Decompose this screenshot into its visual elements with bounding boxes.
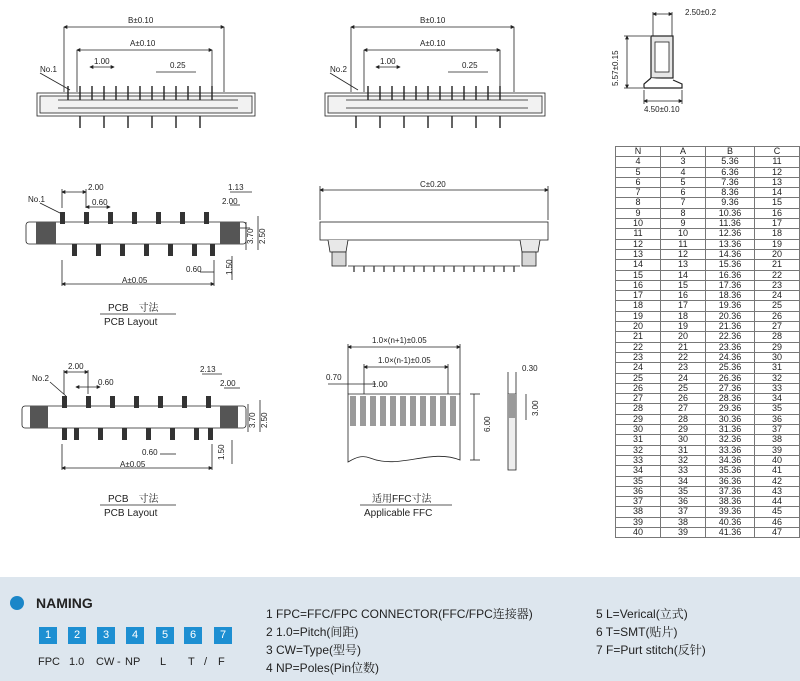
- table-cell: 31: [616, 435, 661, 445]
- table-cell: 29.36: [705, 404, 754, 414]
- table-cell: 41: [754, 466, 799, 476]
- desc-3: 3 CW=Type(型号): [266, 643, 362, 657]
- table-cell: 16: [754, 208, 799, 218]
- code-part-pitch: 1.0: [69, 656, 85, 668]
- table-cell: 7: [616, 188, 661, 198]
- table-cell: 16: [660, 291, 705, 301]
- table-row: [616, 455, 800, 465]
- table-row: [616, 229, 800, 239]
- table-cell: 4: [660, 167, 705, 177]
- code-box-5: 5: [156, 627, 174, 644]
- table-cell: 14: [616, 260, 661, 270]
- table-cell: 37: [754, 425, 799, 435]
- table-cell: 39.36: [705, 507, 754, 517]
- table-cell: 39: [754, 445, 799, 455]
- table-cell: 31: [660, 445, 705, 455]
- ffc-title-en: Applicable FFC: [364, 508, 433, 519]
- table-row: [616, 435, 800, 445]
- table-cell: 19: [660, 322, 705, 332]
- front-view-no2-pins-bottom: [356, 116, 500, 128]
- table-cell: 31.36: [705, 425, 754, 435]
- table-cell: 29: [660, 425, 705, 435]
- table-cell: 7.36: [705, 177, 754, 187]
- dim-ffc-n1: 1.0×(n+1)±0.05: [372, 336, 427, 345]
- dim-pad-200c: 2.00: [220, 379, 236, 388]
- table-cell: 27: [616, 394, 661, 404]
- front-view-no1-pins-bottom: [80, 116, 200, 128]
- table-row: [616, 198, 800, 208]
- label-no2-pcb: No.2: [32, 374, 49, 383]
- table-cell: 23: [754, 280, 799, 290]
- table-cell: 37.36: [705, 486, 754, 496]
- table-cell: 6.36: [705, 167, 754, 177]
- code-part-slash: /: [204, 656, 208, 668]
- table-cell: 17: [616, 291, 661, 301]
- table-row: [616, 507, 800, 517]
- dim-side-width: 4.50±0.10: [644, 105, 680, 114]
- table-cell: 20: [754, 249, 799, 259]
- side-view: [624, 12, 682, 104]
- table-cell: 8: [616, 198, 661, 208]
- table-header-cell: A: [660, 147, 705, 157]
- desc-6: 6 T=SMT(贴片): [596, 625, 678, 639]
- table-cell: 42: [754, 476, 799, 486]
- table-cell: 32.36: [705, 435, 754, 445]
- table-cell: 34: [660, 476, 705, 486]
- table-row: [616, 280, 800, 290]
- dim-height: 5.57±0.15: [611, 50, 620, 86]
- dim-pad-370: 3.70: [246, 228, 255, 244]
- table-cell: 15: [754, 198, 799, 208]
- label-no1: No.1: [40, 65, 57, 74]
- dim-pad-060-2: 0.60: [98, 378, 114, 387]
- desc-4: 4 NP=Poles(Pin位数): [266, 661, 380, 675]
- table-cell: 37: [660, 507, 705, 517]
- table-cell: 12: [616, 239, 661, 249]
- table-cell: 30: [660, 435, 705, 445]
- table-cell: 22.36: [705, 332, 754, 342]
- table-cell: 21: [660, 342, 705, 352]
- table-cell: 23.36: [705, 342, 754, 352]
- code-part-dash: -: [117, 656, 121, 668]
- code-part-fpc: FPC: [38, 656, 60, 668]
- dim-b: B±0.10: [128, 16, 154, 25]
- table-cell: 30: [616, 425, 661, 435]
- table-cell: 30.36: [705, 414, 754, 424]
- table-cell: 26.36: [705, 373, 754, 383]
- table-cell: 14.36: [705, 249, 754, 259]
- table-cell: 39: [660, 527, 705, 537]
- table-row: [616, 394, 800, 404]
- code-box-6: 6: [184, 627, 202, 644]
- table-cell: 23: [616, 352, 661, 362]
- dim-pad-060b: 0.60: [186, 265, 202, 274]
- table-cell: 4: [616, 157, 661, 167]
- table-row: [616, 383, 800, 393]
- table-cell: 38: [616, 507, 661, 517]
- table-cell: 21: [754, 260, 799, 270]
- table-cell: 40: [616, 527, 661, 537]
- table-cell: 32: [616, 445, 661, 455]
- table-cell: 35: [660, 486, 705, 496]
- dim-pad-150: 1.50: [225, 259, 234, 275]
- table-cell: 45: [754, 507, 799, 517]
- table-cell: 6: [616, 177, 661, 187]
- desc-7: 7 F=Purt stitch(反针): [596, 643, 706, 657]
- label-no2: No.2: [330, 65, 347, 74]
- table-cell: 20: [660, 332, 705, 342]
- table-cell: 25.36: [705, 363, 754, 373]
- table-row: [616, 332, 800, 342]
- table-cell: 27.36: [705, 383, 754, 393]
- table-header-cell: N: [616, 147, 661, 157]
- table-row: [616, 486, 800, 496]
- table-cell: 27: [660, 404, 705, 414]
- table-cell: 19: [616, 311, 661, 321]
- desc-5: 5 L=Verical(立式): [596, 607, 688, 621]
- table-row: [616, 311, 800, 321]
- table-cell: 34: [616, 466, 661, 476]
- table-cell: 27: [754, 322, 799, 332]
- table-row: [616, 322, 800, 332]
- table-cell: 35.36: [705, 466, 754, 476]
- pcb-title-cn-2: PCB 寸法: [108, 494, 159, 505]
- table-row: [616, 270, 800, 280]
- dim-pad-060: 0.60: [92, 198, 108, 207]
- dim-ffc-nm1: 1.0×(n-1)±0.05: [378, 356, 431, 365]
- dim-pad-113: 1.13: [228, 183, 244, 192]
- table-cell: 28: [754, 332, 799, 342]
- table-cell: 28: [616, 404, 661, 414]
- table-cell: 23: [660, 363, 705, 373]
- code-box-3: 3: [97, 627, 115, 644]
- dim-pitch-2: 1.00: [380, 57, 396, 66]
- table-cell: 15: [660, 280, 705, 290]
- code-part-smt: T: [188, 656, 195, 668]
- desc-2: 2 1.0=Pitch(间距): [266, 625, 359, 639]
- dim-a-2: A±0.10: [420, 39, 446, 48]
- table-row: [616, 404, 800, 414]
- dim-pad-200b: 2.00: [222, 197, 238, 206]
- table-header-cell: B: [705, 147, 754, 157]
- table-cell: 22: [754, 270, 799, 280]
- dim-pad-200-2: 2.00: [68, 362, 84, 371]
- table-header-row: [616, 147, 800, 157]
- dim-b-2: B±0.10: [420, 16, 446, 25]
- table-cell: 12: [754, 167, 799, 177]
- table-cell: 31: [754, 363, 799, 373]
- table-row: [616, 476, 800, 486]
- table-cell: 36.36: [705, 476, 754, 486]
- pcb-title-en-2: PCB Layout: [104, 508, 158, 519]
- table-cell: 29: [754, 342, 799, 352]
- table-cell: 6: [660, 188, 705, 198]
- naming-section: [0, 577, 800, 681]
- table-cell: 25: [616, 373, 661, 383]
- table-cell: 8: [660, 208, 705, 218]
- dim-ffc-600: 6.00: [483, 416, 492, 432]
- table-cell: 38: [754, 435, 799, 445]
- table-cell: 35: [754, 404, 799, 414]
- table-cell: 26: [660, 394, 705, 404]
- table-row: [616, 527, 800, 537]
- table-cell: 34.36: [705, 455, 754, 465]
- table-cell: 41.36: [705, 527, 754, 537]
- table-cell: 3: [660, 157, 705, 167]
- table-cell: 12.36: [705, 229, 754, 239]
- table-row: [616, 342, 800, 352]
- table-row: [616, 157, 800, 167]
- dim-ffc-030: 0.30: [522, 364, 538, 373]
- code-box-7: 7: [214, 627, 232, 644]
- table-cell: 38: [660, 517, 705, 527]
- table-cell: 28.36: [705, 394, 754, 404]
- code-box-1: 1: [39, 627, 57, 644]
- table-header-cell: C: [754, 147, 799, 157]
- dim-pad-250: 2.50: [258, 228, 267, 244]
- dim-pad-370-2: 3.70: [248, 412, 257, 428]
- table-row: [616, 352, 800, 362]
- table-row: [616, 219, 800, 229]
- table-cell: 33: [660, 466, 705, 476]
- table-row: [616, 260, 800, 270]
- table-cell: 13.36: [705, 239, 754, 249]
- table-cell: 11: [754, 157, 799, 167]
- table-cell: 20.36: [705, 311, 754, 321]
- ffc-title-cn: 适用FFC寸法: [372, 494, 432, 505]
- table-cell: 40.36: [705, 517, 754, 527]
- table-cell: 13: [660, 260, 705, 270]
- dim-ffc-300: 3.00: [531, 400, 540, 416]
- table-cell: 18: [754, 229, 799, 239]
- table-cell: 14: [660, 270, 705, 280]
- table-row: [616, 445, 800, 455]
- table-cell: 43: [754, 486, 799, 496]
- table-cell: 13: [754, 177, 799, 187]
- table-row: [616, 466, 800, 476]
- table-cell: 35: [616, 476, 661, 486]
- table-cell: 5: [616, 167, 661, 177]
- table-cell: 16: [616, 280, 661, 290]
- table-cell: 21: [616, 332, 661, 342]
- table-row: [616, 414, 800, 424]
- table-cell: 12: [660, 249, 705, 259]
- table-row: [616, 373, 800, 383]
- code-box-2: 2: [68, 627, 86, 644]
- table-cell: 18.36: [705, 291, 754, 301]
- table-row: [616, 239, 800, 249]
- label-no1-pcb: No.1: [28, 195, 45, 204]
- naming-title: NAMING: [36, 595, 93, 611]
- dim-pad-250-2: 2.50: [260, 412, 269, 428]
- table-cell: 15: [616, 270, 661, 280]
- dim-c: C±0.20: [420, 180, 446, 189]
- dim-pad-213: 2.13: [200, 365, 216, 374]
- table-cell: 21.36: [705, 322, 754, 332]
- table-cell: 28: [660, 414, 705, 424]
- table-row: [616, 363, 800, 373]
- table-cell: 24.36: [705, 352, 754, 362]
- table-cell: 19.36: [705, 301, 754, 311]
- dim-a-pcb-2: A±0.05: [120, 460, 146, 469]
- table-cell: 32: [754, 373, 799, 383]
- dim-ffc-070: 0.70: [326, 373, 342, 382]
- table-cell: 20: [616, 322, 661, 332]
- table-cell: 30: [754, 352, 799, 362]
- table-cell: 11: [660, 239, 705, 249]
- pcb-title-en: PCB Layout: [104, 317, 158, 328]
- dim-pad-150-2: 1.50: [217, 444, 226, 460]
- table-row: [616, 497, 800, 507]
- table-cell: 10: [616, 219, 661, 229]
- table-body: [616, 157, 800, 538]
- table-cell: 39: [616, 517, 661, 527]
- table-cell: 14: [754, 188, 799, 198]
- connector-top-view-pins: [354, 266, 514, 272]
- table-row: [616, 167, 800, 177]
- table-cell: 18: [660, 311, 705, 321]
- table-cell: 13: [616, 249, 661, 259]
- table-cell: 10.36: [705, 208, 754, 218]
- code-part-stitch: F: [218, 656, 225, 668]
- bullet-icon: [10, 596, 24, 610]
- dim-pin-width: 0.25: [170, 61, 186, 70]
- table-cell: 17: [660, 301, 705, 311]
- table-row: [616, 517, 800, 527]
- table-cell: 16.36: [705, 270, 754, 280]
- dimension-table: [615, 146, 800, 538]
- table-cell: 26: [754, 311, 799, 321]
- code-part-type: CW: [96, 656, 115, 668]
- connector-top-view: [320, 186, 548, 266]
- table-cell: 24: [616, 363, 661, 373]
- table-cell: 34: [754, 394, 799, 404]
- table-cell: 24: [660, 373, 705, 383]
- table-cell: 25: [660, 383, 705, 393]
- table-row: [616, 188, 800, 198]
- dim-a: A±0.10: [130, 39, 156, 48]
- pcb-title-cn: PCB 寸法: [108, 303, 159, 314]
- dim-pad-060c: 0.60: [142, 448, 158, 457]
- table-cell: 36: [616, 486, 661, 496]
- table-cell: 11: [616, 229, 661, 239]
- table-cell: 29: [616, 414, 661, 424]
- table-cell: 26: [616, 383, 661, 393]
- table-cell: 5: [660, 177, 705, 187]
- table-row: [616, 208, 800, 218]
- code-part-poles: NP: [125, 656, 141, 668]
- table-cell: 36: [660, 497, 705, 507]
- code-box-4: 4: [126, 627, 144, 644]
- table-cell: 7: [660, 198, 705, 208]
- table-cell: 10: [660, 229, 705, 239]
- table-cell: 5.36: [705, 157, 754, 167]
- code-part-vertical: L: [160, 656, 167, 668]
- table-cell: 33: [616, 455, 661, 465]
- table-cell: 40: [754, 455, 799, 465]
- dim-pitch: 1.00: [94, 57, 110, 66]
- table-row: [616, 249, 800, 259]
- dim-pad-200: 2.00: [88, 183, 104, 192]
- table-cell: 36: [754, 414, 799, 424]
- table-cell: 47: [754, 527, 799, 537]
- table-cell: 37: [616, 497, 661, 507]
- table-cell: 22: [660, 352, 705, 362]
- table-cell: 46: [754, 517, 799, 527]
- table-row: [616, 291, 800, 301]
- table-cell: 9.36: [705, 198, 754, 208]
- table-cell: 44: [754, 497, 799, 507]
- table-cell: 33.36: [705, 445, 754, 455]
- table-cell: 17: [754, 219, 799, 229]
- dim-top-width: 2.50±0.2: [685, 8, 717, 17]
- table-cell: 9: [616, 208, 661, 218]
- dim-a-pcb: A±0.05: [122, 276, 148, 285]
- desc-1: 1 FPC=FFC/FPC CONNECTOR(FFC/FPC连接器): [266, 607, 533, 621]
- table-row: [616, 425, 800, 435]
- table-cell: 32: [660, 455, 705, 465]
- table-cell: 8.36: [705, 188, 754, 198]
- table-cell: 24: [754, 291, 799, 301]
- table-row: [616, 301, 800, 311]
- table-cell: 19: [754, 239, 799, 249]
- table-row: [616, 177, 800, 187]
- table-cell: 15.36: [705, 260, 754, 270]
- table-cell: 25: [754, 301, 799, 311]
- dim-ffc-100: 1.00: [372, 380, 388, 389]
- table-cell: 9: [660, 219, 705, 229]
- table-cell: 33: [754, 383, 799, 393]
- table-cell: 17.36: [705, 280, 754, 290]
- table-cell: 38.36: [705, 497, 754, 507]
- table-cell: 18: [616, 301, 661, 311]
- table-cell: 11.36: [705, 219, 754, 229]
- dim-pin-width-2: 0.25: [462, 61, 478, 70]
- table-cell: 22: [616, 342, 661, 352]
